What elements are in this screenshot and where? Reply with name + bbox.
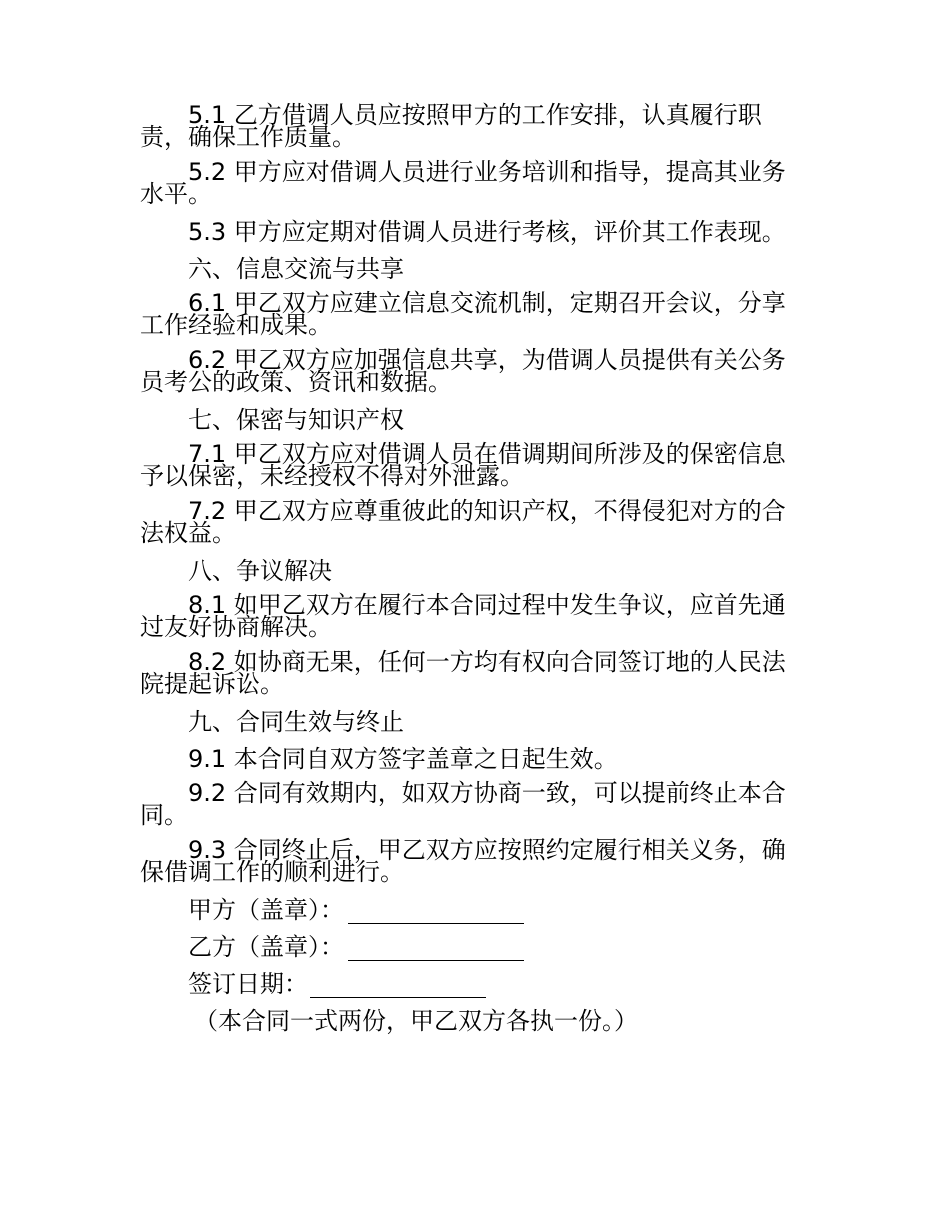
section-heading-7: 七、保密与知识产权 (188, 406, 404, 434)
section-heading-9: 九、合同生效与终止 (188, 708, 404, 736)
clause-8-1: 8.1 如甲乙双方在履行本合同过程中发生争议，应首先通过友好协商解决。 (140, 591, 786, 641)
party-a-label: 甲方（盖章）： (188, 896, 344, 924)
section-heading-8: 八、争议解决 (188, 557, 332, 585)
clause-5-1: 5.1 乙方借调人员应按照甲方的工作安排，认真履行职责，确保工作质量。 (140, 101, 762, 151)
clause-9-3: 9.3 合同终止后，甲乙双方应按照约定履行相关义务，确保借调工作的顺利进行。 (140, 836, 786, 886)
signing-date-line (310, 975, 486, 998)
clause-8-2: 8.2 如协商无果，任何一方均有权向合同签订地的人民法院提起诉讼。 (140, 648, 786, 698)
party-b-signature (188, 933, 805, 961)
section-heading-6: 六、信息交流与共享 (188, 255, 404, 283)
signing-date-label: 签订日期： (188, 970, 308, 998)
document-body (140, 101, 805, 1035)
signing-date (188, 970, 805, 998)
party-a-signature (188, 896, 805, 924)
party-a-signature-line (348, 901, 524, 924)
copies-note: （本合同一式两份，甲乙双方各执一份。） (194, 1007, 638, 1035)
clause-9-1: 9.1 本合同自双方签字盖章之日起生效。 (188, 745, 618, 773)
clause-5-2: 5.2 甲方应对借调人员进行业务培训和指导，提高其业务水平。 (140, 158, 786, 208)
party-b-signature-line (348, 938, 524, 961)
clause-5-3: 5.3 甲方应定期对借调人员进行考核，评价其工作表现。 (188, 218, 786, 246)
clause-6-2: 6.2 甲乙双方应加强信息共享，为借调人员提供有关公务员考公的政策、资讯和数据。 (140, 346, 786, 396)
clause-7-1: 7.1 甲乙双方应对借调人员在借调期间所涉及的保密信息予以保密，未经授权不得对外泄露。 (140, 440, 786, 490)
clause-9-2: 9.2 合同有效期内，如双方协商一致，可以提前终止本合同。 (140, 779, 786, 829)
party-b-label: 乙方（盖章）： (188, 933, 344, 961)
clause-7-2: 7.2 甲乙双方应尊重彼此的知识产权，不得侵犯对方的合法权益。 (140, 497, 786, 547)
clause-6-1: 6.1 甲乙双方应建立信息交流机制，定期召开会议，分享工作经验和成果。 (140, 289, 786, 339)
